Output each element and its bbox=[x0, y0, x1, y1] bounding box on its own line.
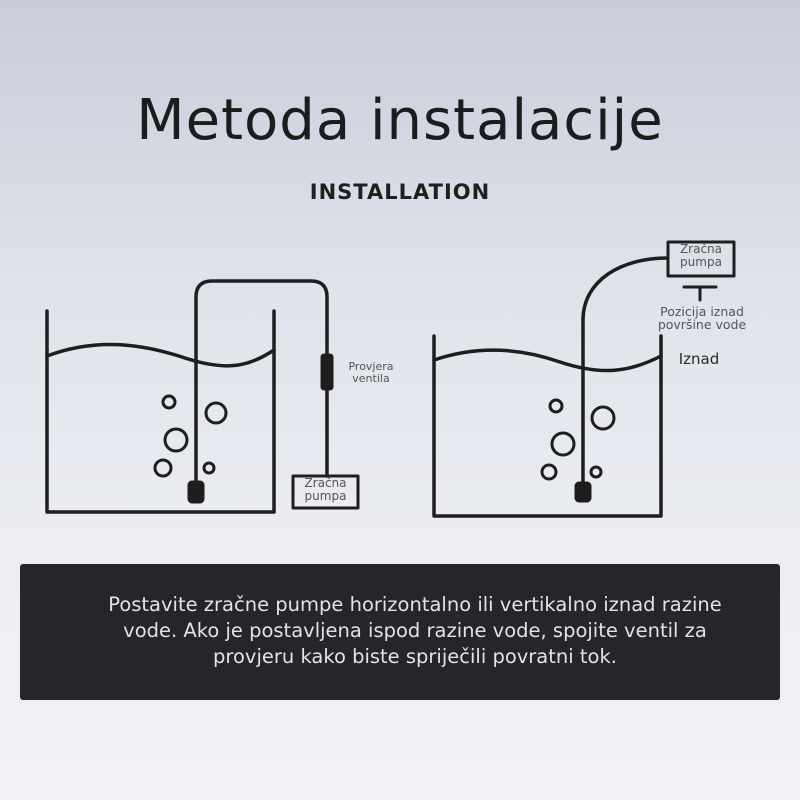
left-pump-label-line2: pumpa bbox=[304, 488, 347, 503]
right-air-stone bbox=[575, 482, 591, 502]
caption-text: Postavite zračne pumpe horizontalno ili vertikalno iznad razine vode. Ako je postavljena ispod razine vode, spojite ventil za provjeru kako biste spriječili povratni tok. bbox=[108, 593, 722, 668]
right-air-tube bbox=[583, 258, 667, 486]
position-label bbox=[648, 305, 756, 331]
bubble bbox=[206, 403, 226, 423]
check-valve-label-line1: Provjera bbox=[348, 360, 394, 373]
left-pump-label-line1: Zračna bbox=[304, 476, 347, 490]
right-water-surface bbox=[434, 350, 661, 371]
right-pump-label-line1: Zračna bbox=[679, 242, 723, 256]
bubble bbox=[165, 429, 187, 451]
left-check-valve bbox=[321, 354, 333, 390]
left-air-stone bbox=[188, 481, 204, 503]
right-diagram bbox=[434, 242, 734, 516]
bubble bbox=[552, 433, 574, 455]
caption-box bbox=[20, 564, 780, 700]
bubble bbox=[163, 396, 175, 408]
left-air-tube bbox=[196, 281, 327, 484]
bubble bbox=[204, 463, 214, 473]
left-pump-label bbox=[294, 477, 357, 502]
right-pump-stand bbox=[684, 287, 716, 300]
page-subtitle: INSTALLATION bbox=[309, 180, 491, 204]
left-tank bbox=[47, 311, 274, 512]
bubble bbox=[542, 465, 556, 479]
right-tank bbox=[434, 336, 661, 516]
check-valve-label bbox=[342, 361, 400, 384]
page-title: Metoda instalacije bbox=[136, 88, 664, 153]
position-label-line2: površine vode bbox=[657, 317, 747, 333]
above-label: Iznad bbox=[678, 350, 720, 368]
right-pump-label-line2: pumpa bbox=[680, 254, 722, 269]
left-water-surface bbox=[47, 344, 274, 365]
bubble bbox=[550, 400, 562, 412]
bubble bbox=[592, 407, 614, 429]
bubble bbox=[591, 467, 601, 477]
bubble bbox=[155, 460, 171, 476]
check-valve-label-line2: ventila bbox=[352, 371, 390, 385]
right-pump-label bbox=[669, 243, 733, 268]
position-label-line1: Pozicija iznad bbox=[660, 304, 744, 319]
